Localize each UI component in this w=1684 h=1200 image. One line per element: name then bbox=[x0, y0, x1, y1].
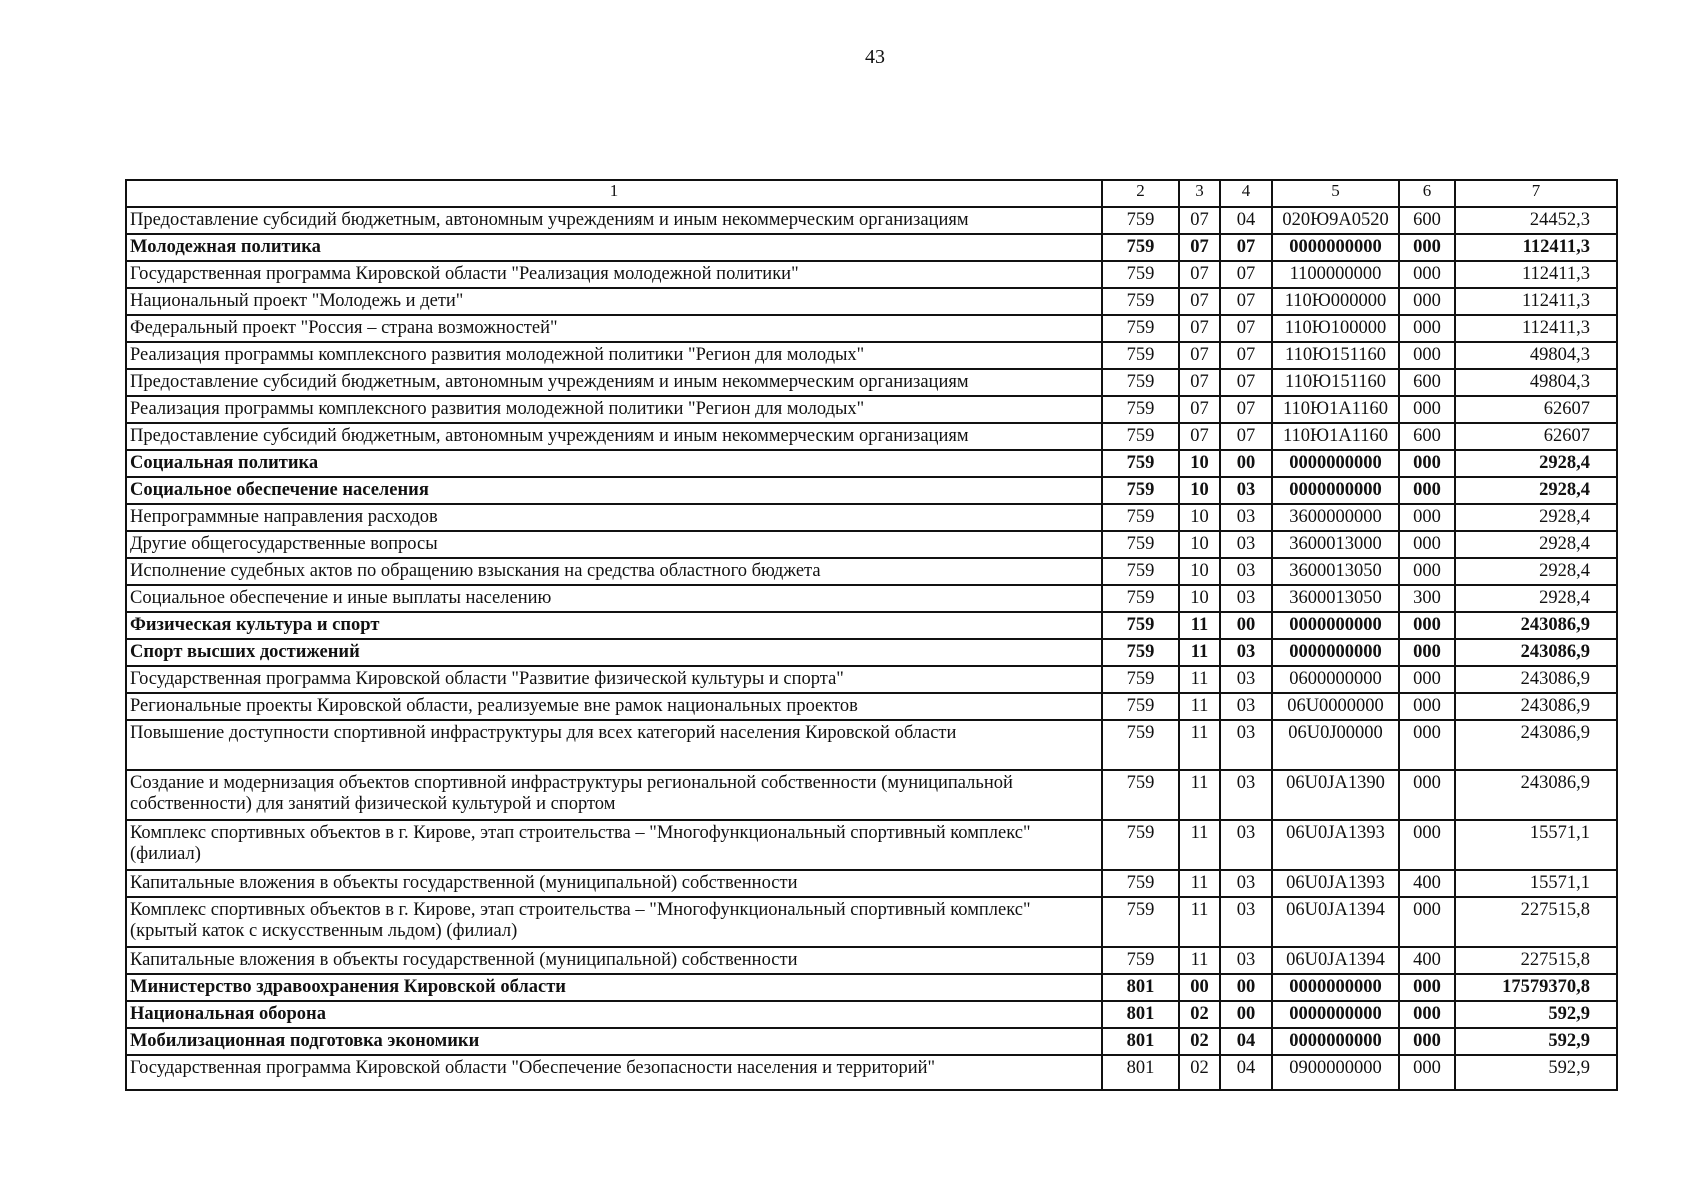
cell-target-article: 0900000000 bbox=[1272, 1055, 1399, 1090]
cell-section: 07 bbox=[1179, 315, 1220, 342]
cell-amount: 112411,3 bbox=[1455, 261, 1617, 288]
table-row bbox=[126, 288, 1617, 315]
table-row bbox=[126, 342, 1617, 369]
cell-name: Министерство здравоохранения Кировской области bbox=[126, 974, 1102, 1001]
cell-expense-type: 000 bbox=[1399, 974, 1455, 1001]
cell-ministry-code: 801 bbox=[1102, 974, 1179, 1001]
cell-target-article: 3600013000 bbox=[1272, 531, 1399, 558]
cell-section: 11 bbox=[1179, 639, 1220, 666]
table-row bbox=[126, 1055, 1617, 1090]
cell-ministry-code: 759 bbox=[1102, 947, 1179, 974]
table-row bbox=[126, 639, 1617, 666]
budget-table bbox=[125, 179, 1618, 1091]
cell-ministry-code: 759 bbox=[1102, 770, 1179, 820]
cell-expense-type: 000 bbox=[1399, 693, 1455, 720]
cell-expense-type: 000 bbox=[1399, 504, 1455, 531]
cell-name: Социальная политика bbox=[126, 450, 1102, 477]
cell-name: Исполнение судебных актов по обращению взыскания на средства областного бюджета bbox=[126, 558, 1102, 585]
cell-name: Национальный проект "Молодежь и дети" bbox=[126, 288, 1102, 315]
cell-name: Предоставление субсидий бюджетным, автономным учреждениям и иным некоммерческим организациям bbox=[126, 207, 1102, 234]
cell-subsection: 00 bbox=[1220, 450, 1272, 477]
cell-section: 11 bbox=[1179, 870, 1220, 897]
cell-ministry-code: 759 bbox=[1102, 342, 1179, 369]
table-row bbox=[126, 870, 1617, 897]
cell-expense-type: 000 bbox=[1399, 720, 1455, 770]
cell-section: 10 bbox=[1179, 504, 1220, 531]
table-row bbox=[126, 504, 1617, 531]
cell-name: Капитальные вложения в объекты государственной (муниципальной) собственности bbox=[126, 947, 1102, 974]
cell-ministry-code: 759 bbox=[1102, 207, 1179, 234]
cell-name: Молодежная политика bbox=[126, 234, 1102, 261]
cell-amount: 227515,8 bbox=[1455, 897, 1617, 947]
cell-name: Непрограммные направления расходов bbox=[126, 504, 1102, 531]
cell-section: 11 bbox=[1179, 820, 1220, 870]
cell-expense-type: 600 bbox=[1399, 369, 1455, 396]
table-row bbox=[126, 585, 1617, 612]
cell-section: 10 bbox=[1179, 558, 1220, 585]
cell-target-article: 0000000000 bbox=[1272, 612, 1399, 639]
table-row bbox=[126, 531, 1617, 558]
cell-ministry-code: 759 bbox=[1102, 504, 1179, 531]
table-row bbox=[126, 820, 1617, 870]
cell-expense-type: 000 bbox=[1399, 639, 1455, 666]
cell-amount: 15571,1 bbox=[1455, 870, 1617, 897]
cell-section: 10 bbox=[1179, 585, 1220, 612]
cell-ministry-code: 759 bbox=[1102, 820, 1179, 870]
cell-target-article: 110Ю000000 bbox=[1272, 288, 1399, 315]
cell-section: 10 bbox=[1179, 531, 1220, 558]
cell-subsection: 03 bbox=[1220, 666, 1272, 693]
cell-ministry-code: 759 bbox=[1102, 585, 1179, 612]
cell-expense-type: 000 bbox=[1399, 558, 1455, 585]
cell-expense-type: 000 bbox=[1399, 531, 1455, 558]
cell-subsection: 03 bbox=[1220, 558, 1272, 585]
cell-subsection: 03 bbox=[1220, 870, 1272, 897]
cell-section: 02 bbox=[1179, 1028, 1220, 1055]
cell-subsection: 03 bbox=[1220, 820, 1272, 870]
table-row bbox=[126, 558, 1617, 585]
cell-name: Мобилизационная подготовка экономики bbox=[126, 1028, 1102, 1055]
cell-name: Комплекс спортивных объектов в г. Кирове, этап строительства – "Многофункциональный спортивный комплекс" (филиал) bbox=[126, 820, 1102, 870]
cell-subsection: 03 bbox=[1220, 585, 1272, 612]
cell-target-article: 0000000000 bbox=[1272, 1028, 1399, 1055]
cell-amount: 243086,9 bbox=[1455, 770, 1617, 820]
cell-section: 07 bbox=[1179, 234, 1220, 261]
header-col-5: 5 bbox=[1272, 180, 1399, 207]
cell-ministry-code: 759 bbox=[1102, 477, 1179, 504]
cell-name: Повышение доступности спортивной инфраструктуры для всех категорий населения Кировской области bbox=[126, 720, 1102, 770]
cell-expense-type: 000 bbox=[1399, 1055, 1455, 1090]
cell-expense-type: 000 bbox=[1399, 342, 1455, 369]
cell-target-article: 06U0JA1394 bbox=[1272, 897, 1399, 947]
cell-subsection: 00 bbox=[1220, 1001, 1272, 1028]
cell-expense-type: 000 bbox=[1399, 396, 1455, 423]
cell-subsection: 07 bbox=[1220, 288, 1272, 315]
cell-name: Предоставление субсидий бюджетным, автономным учреждениям и иным некоммерческим организациям bbox=[126, 369, 1102, 396]
cell-section: 02 bbox=[1179, 1055, 1220, 1090]
cell-target-article: 0600000000 bbox=[1272, 666, 1399, 693]
cell-ministry-code: 759 bbox=[1102, 870, 1179, 897]
cell-subsection: 03 bbox=[1220, 477, 1272, 504]
cell-subsection: 07 bbox=[1220, 342, 1272, 369]
cell-section: 11 bbox=[1179, 770, 1220, 820]
table-row bbox=[126, 234, 1617, 261]
cell-ministry-code: 759 bbox=[1102, 612, 1179, 639]
cell-target-article: 06U0JA1394 bbox=[1272, 947, 1399, 974]
cell-target-article: 110Ю151160 bbox=[1272, 342, 1399, 369]
cell-amount: 49804,3 bbox=[1455, 342, 1617, 369]
table-row bbox=[126, 207, 1617, 234]
cell-expense-type: 000 bbox=[1399, 261, 1455, 288]
cell-amount: 15571,1 bbox=[1455, 820, 1617, 870]
cell-target-article: 110Ю1А1160 bbox=[1272, 396, 1399, 423]
cell-expense-type: 400 bbox=[1399, 870, 1455, 897]
cell-ministry-code: 801 bbox=[1102, 1001, 1179, 1028]
cell-amount: 112411,3 bbox=[1455, 234, 1617, 261]
cell-amount: 62607 bbox=[1455, 423, 1617, 450]
cell-expense-type: 000 bbox=[1399, 820, 1455, 870]
cell-target-article: 1100000000 bbox=[1272, 261, 1399, 288]
cell-amount: 112411,3 bbox=[1455, 288, 1617, 315]
cell-section: 10 bbox=[1179, 450, 1220, 477]
cell-section: 11 bbox=[1179, 897, 1220, 947]
table-row bbox=[126, 666, 1617, 693]
table-header bbox=[126, 180, 1617, 207]
cell-target-article: 3600013050 bbox=[1272, 558, 1399, 585]
page-number: 43 bbox=[865, 46, 885, 68]
cell-ministry-code: 759 bbox=[1102, 720, 1179, 770]
cell-expense-type: 600 bbox=[1399, 423, 1455, 450]
cell-target-article: 110Ю100000 bbox=[1272, 315, 1399, 342]
cell-amount: 2928,4 bbox=[1455, 558, 1617, 585]
cell-name: Государственная программа Кировской области "Реализация молодежной политики" bbox=[126, 261, 1102, 288]
cell-name: Региональные проекты Кировской области, реализуемые вне рамок национальных проектов bbox=[126, 693, 1102, 720]
cell-target-article: 06U0000000 bbox=[1272, 693, 1399, 720]
cell-expense-type: 000 bbox=[1399, 1028, 1455, 1055]
cell-name: Предоставление субсидий бюджетным, автономным учреждениям и иным некоммерческим организациям bbox=[126, 423, 1102, 450]
header-row bbox=[126, 180, 1617, 207]
cell-subsection: 07 bbox=[1220, 234, 1272, 261]
cell-amount: 243086,9 bbox=[1455, 612, 1617, 639]
cell-name: Создание и модернизация объектов спортивной инфраструктуры региональной собственности (муниципальной собственности) для занятий физической культурой и спортом bbox=[126, 770, 1102, 820]
cell-amount: 2928,4 bbox=[1455, 450, 1617, 477]
cell-subsection: 03 bbox=[1220, 947, 1272, 974]
cell-ministry-code: 759 bbox=[1102, 369, 1179, 396]
cell-amount: 243086,9 bbox=[1455, 693, 1617, 720]
cell-section: 07 bbox=[1179, 288, 1220, 315]
cell-ministry-code: 759 bbox=[1102, 639, 1179, 666]
cell-name: Государственная программа Кировской области "Обеспечение безопасности населения и территорий" bbox=[126, 1055, 1102, 1090]
cell-subsection: 03 bbox=[1220, 693, 1272, 720]
header-col-3: 3 bbox=[1179, 180, 1220, 207]
cell-subsection: 07 bbox=[1220, 369, 1272, 396]
cell-amount: 2928,4 bbox=[1455, 585, 1617, 612]
table-row bbox=[126, 261, 1617, 288]
cell-section: 11 bbox=[1179, 720, 1220, 770]
cell-target-article: 06U0JA1390 bbox=[1272, 770, 1399, 820]
cell-name: Социальное обеспечение населения bbox=[126, 477, 1102, 504]
cell-subsection: 00 bbox=[1220, 974, 1272, 1001]
table-row bbox=[126, 612, 1617, 639]
cell-ministry-code: 759 bbox=[1102, 288, 1179, 315]
header-col-4: 4 bbox=[1220, 180, 1272, 207]
cell-expense-type: 000 bbox=[1399, 897, 1455, 947]
cell-expense-type: 000 bbox=[1399, 234, 1455, 261]
cell-name: Спорт высших достижений bbox=[126, 639, 1102, 666]
table-row bbox=[126, 1028, 1617, 1055]
cell-ministry-code: 801 bbox=[1102, 1028, 1179, 1055]
cell-section: 11 bbox=[1179, 693, 1220, 720]
cell-subsection: 04 bbox=[1220, 207, 1272, 234]
cell-ministry-code: 759 bbox=[1102, 396, 1179, 423]
cell-ministry-code: 759 bbox=[1102, 261, 1179, 288]
cell-subsection: 03 bbox=[1220, 897, 1272, 947]
cell-amount: 62607 bbox=[1455, 396, 1617, 423]
cell-subsection: 07 bbox=[1220, 315, 1272, 342]
cell-expense-type: 400 bbox=[1399, 947, 1455, 974]
cell-subsection: 03 bbox=[1220, 770, 1272, 820]
cell-section: 11 bbox=[1179, 612, 1220, 639]
cell-amount: 243086,9 bbox=[1455, 639, 1617, 666]
cell-ministry-code: 759 bbox=[1102, 234, 1179, 261]
cell-section: 07 bbox=[1179, 207, 1220, 234]
table-row bbox=[126, 1001, 1617, 1028]
cell-expense-type: 000 bbox=[1399, 450, 1455, 477]
table-body bbox=[126, 207, 1617, 1090]
cell-amount: 243086,9 bbox=[1455, 720, 1617, 770]
cell-ministry-code: 759 bbox=[1102, 558, 1179, 585]
cell-target-article: 110Ю151160 bbox=[1272, 369, 1399, 396]
cell-expense-type: 300 bbox=[1399, 585, 1455, 612]
cell-subsection: 03 bbox=[1220, 504, 1272, 531]
cell-section: 07 bbox=[1179, 369, 1220, 396]
table-row bbox=[126, 315, 1617, 342]
cell-target-article: 0000000000 bbox=[1272, 974, 1399, 1001]
cell-section: 00 bbox=[1179, 974, 1220, 1001]
table-row bbox=[126, 396, 1617, 423]
cell-ministry-code: 759 bbox=[1102, 450, 1179, 477]
cell-section: 07 bbox=[1179, 423, 1220, 450]
cell-target-article: 0000000000 bbox=[1272, 1001, 1399, 1028]
table-row bbox=[126, 693, 1617, 720]
cell-section: 11 bbox=[1179, 947, 1220, 974]
cell-target-article: 0000000000 bbox=[1272, 450, 1399, 477]
cell-name: Федеральный проект "Россия – страна возможностей" bbox=[126, 315, 1102, 342]
cell-amount: 2928,4 bbox=[1455, 477, 1617, 504]
cell-subsection: 03 bbox=[1220, 639, 1272, 666]
cell-target-article: 0000000000 bbox=[1272, 639, 1399, 666]
cell-amount: 112411,3 bbox=[1455, 315, 1617, 342]
table-row bbox=[126, 477, 1617, 504]
cell-subsection: 03 bbox=[1220, 531, 1272, 558]
cell-ministry-code: 759 bbox=[1102, 666, 1179, 693]
cell-subsection: 07 bbox=[1220, 396, 1272, 423]
cell-expense-type: 000 bbox=[1399, 1001, 1455, 1028]
cell-expense-type: 600 bbox=[1399, 207, 1455, 234]
cell-amount: 49804,3 bbox=[1455, 369, 1617, 396]
cell-name: Реализация программы комплексного развития молодежной политики "Регион для молодых" bbox=[126, 396, 1102, 423]
cell-amount: 17579370,8 bbox=[1455, 974, 1617, 1001]
cell-subsection: 04 bbox=[1220, 1028, 1272, 1055]
cell-ministry-code: 759 bbox=[1102, 315, 1179, 342]
cell-amount: 2928,4 bbox=[1455, 504, 1617, 531]
cell-name: Капитальные вложения в объекты государственной (муниципальной) собственности bbox=[126, 870, 1102, 897]
table-row bbox=[126, 897, 1617, 947]
cell-expense-type: 000 bbox=[1399, 666, 1455, 693]
cell-name: Комплекс спортивных объектов в г. Кирове, этап строительства – "Многофункциональный спортивный комплекс" (крытый каток с искусственным льдом) (филиал) bbox=[126, 897, 1102, 947]
cell-target-article: 3600013050 bbox=[1272, 585, 1399, 612]
table-row bbox=[126, 450, 1617, 477]
cell-subsection: 00 bbox=[1220, 612, 1272, 639]
cell-ministry-code: 759 bbox=[1102, 423, 1179, 450]
cell-expense-type: 000 bbox=[1399, 315, 1455, 342]
header-col-2: 2 bbox=[1102, 180, 1179, 207]
header-col-1: 1 bbox=[126, 180, 1102, 207]
cell-subsection: 04 bbox=[1220, 1055, 1272, 1090]
cell-name: Национальная оборона bbox=[126, 1001, 1102, 1028]
cell-name: Реализация программы комплексного развития молодежной политики "Регион для молодых" bbox=[126, 342, 1102, 369]
cell-ministry-code: 801 bbox=[1102, 1055, 1179, 1090]
cell-subsection: 03 bbox=[1220, 720, 1272, 770]
cell-amount: 24452,3 bbox=[1455, 207, 1617, 234]
cell-name: Другие общегосударственные вопросы bbox=[126, 531, 1102, 558]
cell-target-article: 3600000000 bbox=[1272, 504, 1399, 531]
cell-ministry-code: 759 bbox=[1102, 693, 1179, 720]
cell-name: Государственная программа Кировской области "Развитие физической культуры и спорта" bbox=[126, 666, 1102, 693]
cell-section: 10 bbox=[1179, 477, 1220, 504]
cell-ministry-code: 759 bbox=[1102, 531, 1179, 558]
cell-target-article: 0000000000 bbox=[1272, 477, 1399, 504]
header-col-6: 6 bbox=[1399, 180, 1455, 207]
cell-expense-type: 000 bbox=[1399, 477, 1455, 504]
cell-expense-type: 000 bbox=[1399, 770, 1455, 820]
cell-amount: 592,9 bbox=[1455, 1055, 1617, 1090]
cell-amount: 592,9 bbox=[1455, 1028, 1617, 1055]
cell-amount: 592,9 bbox=[1455, 1001, 1617, 1028]
cell-target-article: 06U0J00000 bbox=[1272, 720, 1399, 770]
cell-amount: 227515,8 bbox=[1455, 947, 1617, 974]
cell-ministry-code: 759 bbox=[1102, 897, 1179, 947]
table-row bbox=[126, 947, 1617, 974]
cell-name: Социальное обеспечение и иные выплаты населению bbox=[126, 585, 1102, 612]
table-row bbox=[126, 369, 1617, 396]
cell-target-article: 06U0JA1393 bbox=[1272, 820, 1399, 870]
cell-target-article: 020Ю9А0520 bbox=[1272, 207, 1399, 234]
header-col-7: 7 bbox=[1455, 180, 1617, 207]
cell-section: 02 bbox=[1179, 1001, 1220, 1028]
cell-subsection: 07 bbox=[1220, 261, 1272, 288]
cell-target-article: 0000000000 bbox=[1272, 234, 1399, 261]
cell-section: 11 bbox=[1179, 666, 1220, 693]
cell-target-article: 110Ю1А1160 bbox=[1272, 423, 1399, 450]
cell-name: Физическая культура и спорт bbox=[126, 612, 1102, 639]
cell-target-article: 06U0JA1393 bbox=[1272, 870, 1399, 897]
cell-section: 07 bbox=[1179, 396, 1220, 423]
table-row bbox=[126, 974, 1617, 1001]
table-row bbox=[126, 423, 1617, 450]
table-row bbox=[126, 770, 1617, 820]
table-row bbox=[126, 720, 1617, 770]
cell-section: 07 bbox=[1179, 261, 1220, 288]
cell-amount: 2928,4 bbox=[1455, 531, 1617, 558]
cell-expense-type: 000 bbox=[1399, 288, 1455, 315]
cell-expense-type: 000 bbox=[1399, 612, 1455, 639]
cell-section: 07 bbox=[1179, 342, 1220, 369]
cell-amount: 243086,9 bbox=[1455, 666, 1617, 693]
cell-subsection: 07 bbox=[1220, 423, 1272, 450]
